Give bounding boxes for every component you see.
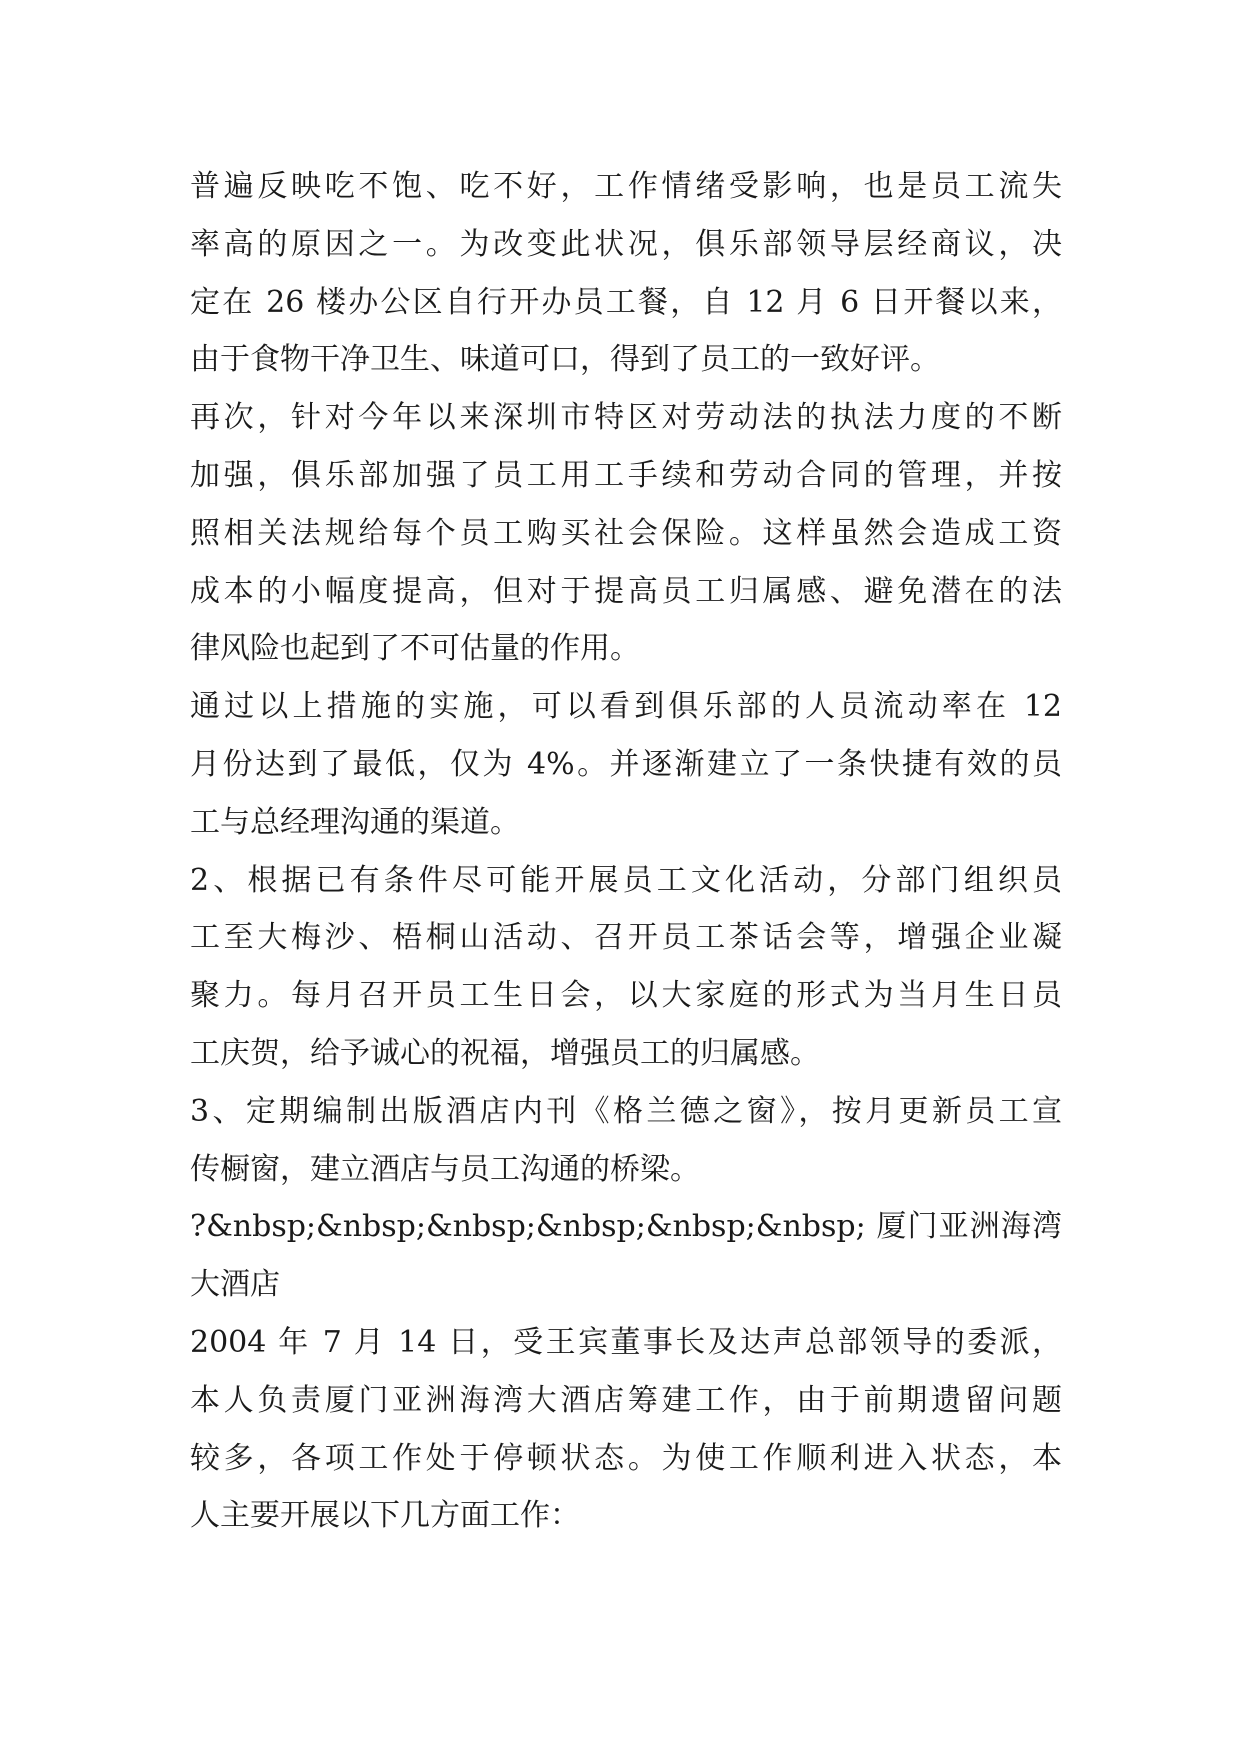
text-line: 人主要开展以下几方面工作： (190, 1498, 580, 1534)
text-line: 工至大梅沙、梧桐山活动、召开员工茶话会等，增强企业凝 (190, 920, 1062, 956)
text-line: 由于食物干净卫生、味道可口，得到了员工的一致好评。 (190, 342, 940, 378)
text-line: ?&nbsp;&nbsp;&nbsp;&nbsp;&nbsp;&nbsp; 厦门亚洲海湾 (190, 1209, 1062, 1245)
text-line: 2、根据已有条件尽可能开展员工文化活动，分部门组织员 (190, 862, 1062, 898)
text-line: 聚力。每月召开员工生日会，以大家庭的形式为当月生日员 (190, 978, 1062, 1014)
text-line: 成本的小幅度提高，但对于提高员工归属感、避免潜在的法 (190, 573, 1062, 609)
text-line: 大酒店 (190, 1267, 280, 1303)
text-line: 普遍反映吃不饱、吃不好，工作情绪受影响，也是员工流失 (190, 169, 1062, 204)
text-line: 较多，各项工作处于停顿状态。为使工作顺利进入状态，本 (190, 1440, 1062, 1476)
document-body (190, 158, 1062, 1545)
text-line: 传橱窗，建立酒店与员工沟通的桥梁。 (190, 1151, 700, 1187)
text-line: 工庆贺，给予诚心的祝福，增强员工的归属感。 (190, 1035, 820, 1071)
text-line: 工与总经理沟通的渠道。 (190, 804, 520, 840)
text-line: 律风险也起到了不可估量的作用。 (190, 631, 640, 667)
text-line: 率高的原因之一。为改变此状况，俱乐部领导层经商议，决 (190, 226, 1062, 262)
text-line: 照相关法规给每个员工购买社会保险。这样虽然会造成工资 (190, 515, 1062, 551)
text-line: 通过以上措施的实施，可以看到俱乐部的人员流动率在 12 (190, 689, 1062, 725)
text-line: 月份达到了最低，仅为 4%。并逐渐建立了一条快捷有效的员 (190, 746, 1062, 782)
text-line: 加强，俱乐部加强了员工用工手续和劳动合同的管理，并按 (190, 457, 1062, 493)
text-line: 定在 26 楼办公区自行开办员工餐，自 12 月 6 日开餐以来， (190, 284, 1062, 320)
text-line: 本人负责厦门亚洲海湾大酒店筹建工作，由于前期遗留问题 (190, 1382, 1062, 1418)
text-line: 3、定期编制出版酒店内刊《格兰德之窗》，按月更新员工宣 (190, 1093, 1062, 1129)
text-line: 2004 年 7 月 14 日，受王宾董事长及达声总部领导的委派， (190, 1324, 1062, 1360)
text-line: 再次，针对今年以来深圳市特区对劳动法的执法力度的不断 (190, 400, 1062, 436)
